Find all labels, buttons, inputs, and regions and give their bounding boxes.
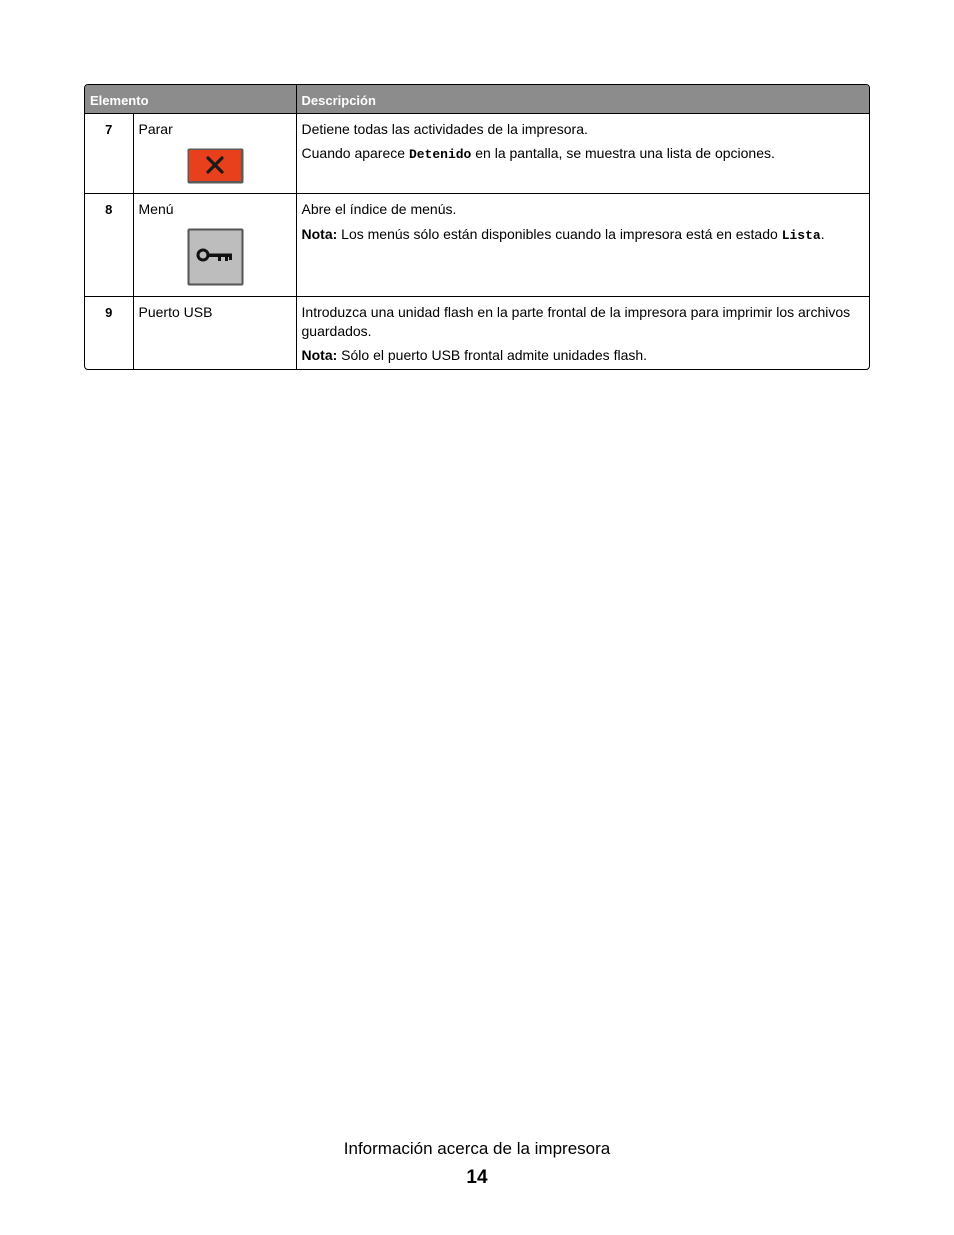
row-name: Puerto USB	[133, 297, 296, 370]
row-number: 7	[85, 114, 133, 194]
row-name-cell	[133, 114, 296, 194]
row-number: 8	[85, 194, 133, 297]
table-row	[85, 297, 869, 370]
header-description: Descripción	[296, 85, 869, 114]
note-line: Nota: Sólo el puerto USB frontal admite unidades flash.	[301, 347, 648, 363]
row-name: Parar	[138, 121, 173, 137]
footer-section-title: Información acerca de la impresora	[343, 1139, 611, 1158]
note-line: Nota: Los menús sólo están disponibles cuando la impresora está en estado Lista.	[301, 226, 825, 243]
stop-x-icon	[187, 148, 244, 184]
code-text: Lista	[781, 228, 821, 243]
description-line: Abre el índice de menús.	[301, 201, 457, 217]
note-label: Nota:	[301, 347, 338, 363]
description-line: Detiene todas las actividades de la impresora.	[301, 121, 588, 137]
table-header-row	[85, 85, 869, 114]
row-number: 9	[85, 297, 133, 370]
key-icon	[187, 228, 244, 286]
info-table	[84, 84, 870, 370]
row-name: Menú	[138, 201, 174, 217]
row-description	[296, 297, 869, 370]
description-line: Introduzca una unidad flash en la parte frontal de la impresora para imprimir los archivos guardados.	[301, 304, 851, 339]
page-number: 14	[466, 1167, 488, 1188]
row-description	[296, 114, 869, 194]
note-label: Nota:	[301, 226, 338, 242]
row-name-cell	[133, 194, 296, 297]
description-line: Cuando aparece Detenido en la pantalla, se muestra una lista de opciones.	[301, 145, 775, 162]
table-row	[85, 114, 869, 194]
table-row	[85, 194, 869, 297]
code-text: Detenido	[408, 147, 472, 162]
header-element: Elemento	[85, 85, 296, 114]
row-description	[296, 194, 869, 297]
